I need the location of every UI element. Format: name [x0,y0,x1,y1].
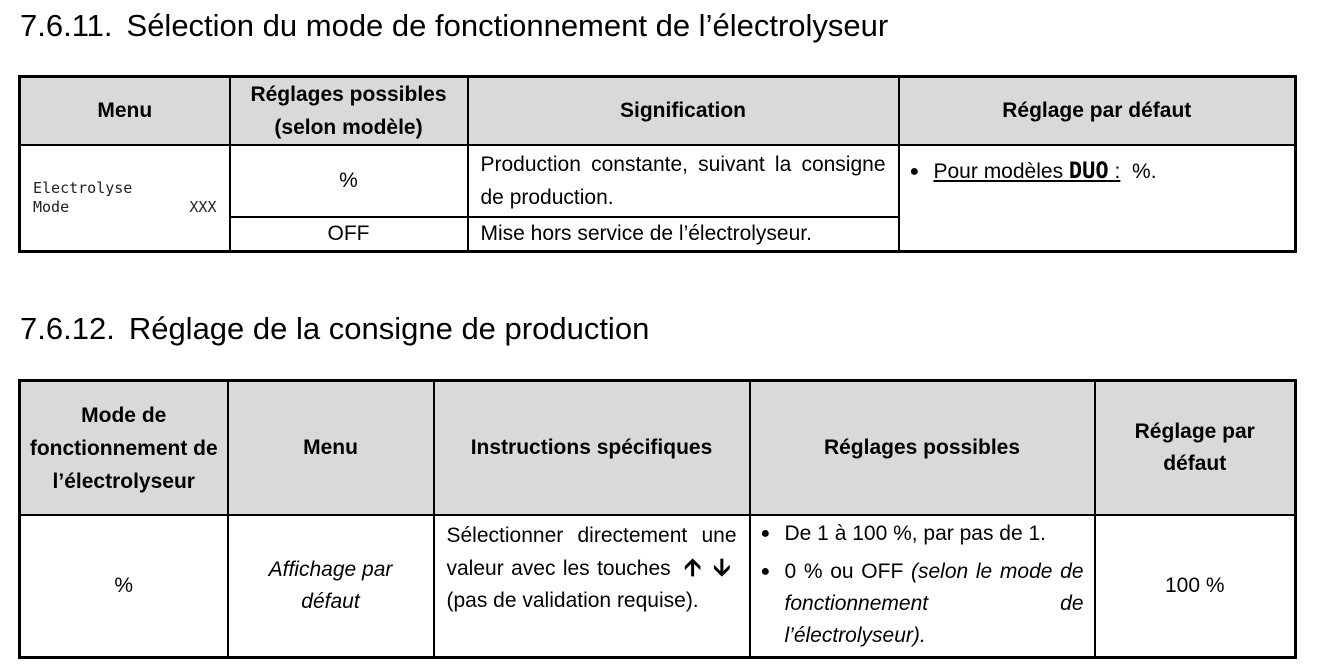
header-menu: Menu [228,381,434,516]
default-bullet-item [910,156,1285,188]
default-value: 100 % [1095,515,1296,658]
meaning-constant-production: Production constante, suivant la consigne de production. [468,145,899,217]
default-prefix: Pour modèles DUO : [933,159,1121,184]
header-settings: Réglages possibles [750,381,1095,516]
settings-bullet-item [761,518,1084,550]
lcd-line-1: Electrolyse [33,178,133,197]
production-setpoint-table [18,379,1297,659]
section-heading-7-6-11 [20,8,888,44]
setting-off: OFF [230,217,468,251]
bullet-icon: ● [909,163,920,180]
table-header-row [20,381,1296,516]
section-number: 7.6.11. [20,8,113,43]
instructions-text: Sélectionner directement une valeur avec les touches [446,524,737,580]
header-settings-line1: Réglages possibles [250,83,447,106]
lcd-line-2 [33,198,217,217]
header-menu: Menu [20,77,230,146]
default-cell [899,145,1296,251]
instructions-text-end: (pas de validation requise). [446,589,699,612]
menu-value: Affichage par défaut [228,515,434,658]
header-meaning: Signification [468,77,899,146]
header-default: Réglage par défaut [1095,381,1296,516]
section-title: Réglage de la consigne de production [128,311,650,346]
arrow-up-icon: 🡩 [684,554,702,581]
table-row [20,515,1296,658]
table-header-row [20,77,1296,146]
mode-selection-table [18,75,1297,253]
settings-bullet-item [761,556,1084,652]
header-default: Réglage par défaut [899,77,1296,146]
section-title: Sélection du mode de fonctionnement de l’électrolyseur [126,8,889,43]
bullet-icon: ● [760,563,771,580]
lcd-display [20,145,230,251]
default-value: %. [1132,160,1157,183]
header-settings-line2: (selon modèle) [274,116,423,139]
header-settings [230,77,468,146]
setting-percent: % [230,145,468,217]
lcd-label-mode: Mode [33,197,70,216]
arrow-down-icon: 🡫 [713,554,731,581]
settings-cell [750,515,1095,658]
setting-zero-off: 0 % ou OFF [784,560,904,583]
meaning-off: Mise hors service de l’électrolyseur. [468,217,899,251]
section-heading-7-6-12 [20,311,649,347]
model-name: DUO [1068,159,1109,184]
setting-note: (selon le mode de fonctionnement de l’électrolyseur). [784,560,1084,647]
mode-value: % [20,515,228,658]
table-row [20,145,1296,217]
setting-range: De 1 à 100 %, par pas de 1. [784,522,1047,545]
lcd-value: XXX [189,197,217,216]
header-instructions: Instructions spécifiques [434,381,750,516]
header-mode: Mode de fonctionnement de l’électrolyseur [20,381,228,516]
bullet-icon: ● [760,525,771,542]
section-number: 7.6.12. [20,311,115,346]
instructions-cell [434,515,750,658]
